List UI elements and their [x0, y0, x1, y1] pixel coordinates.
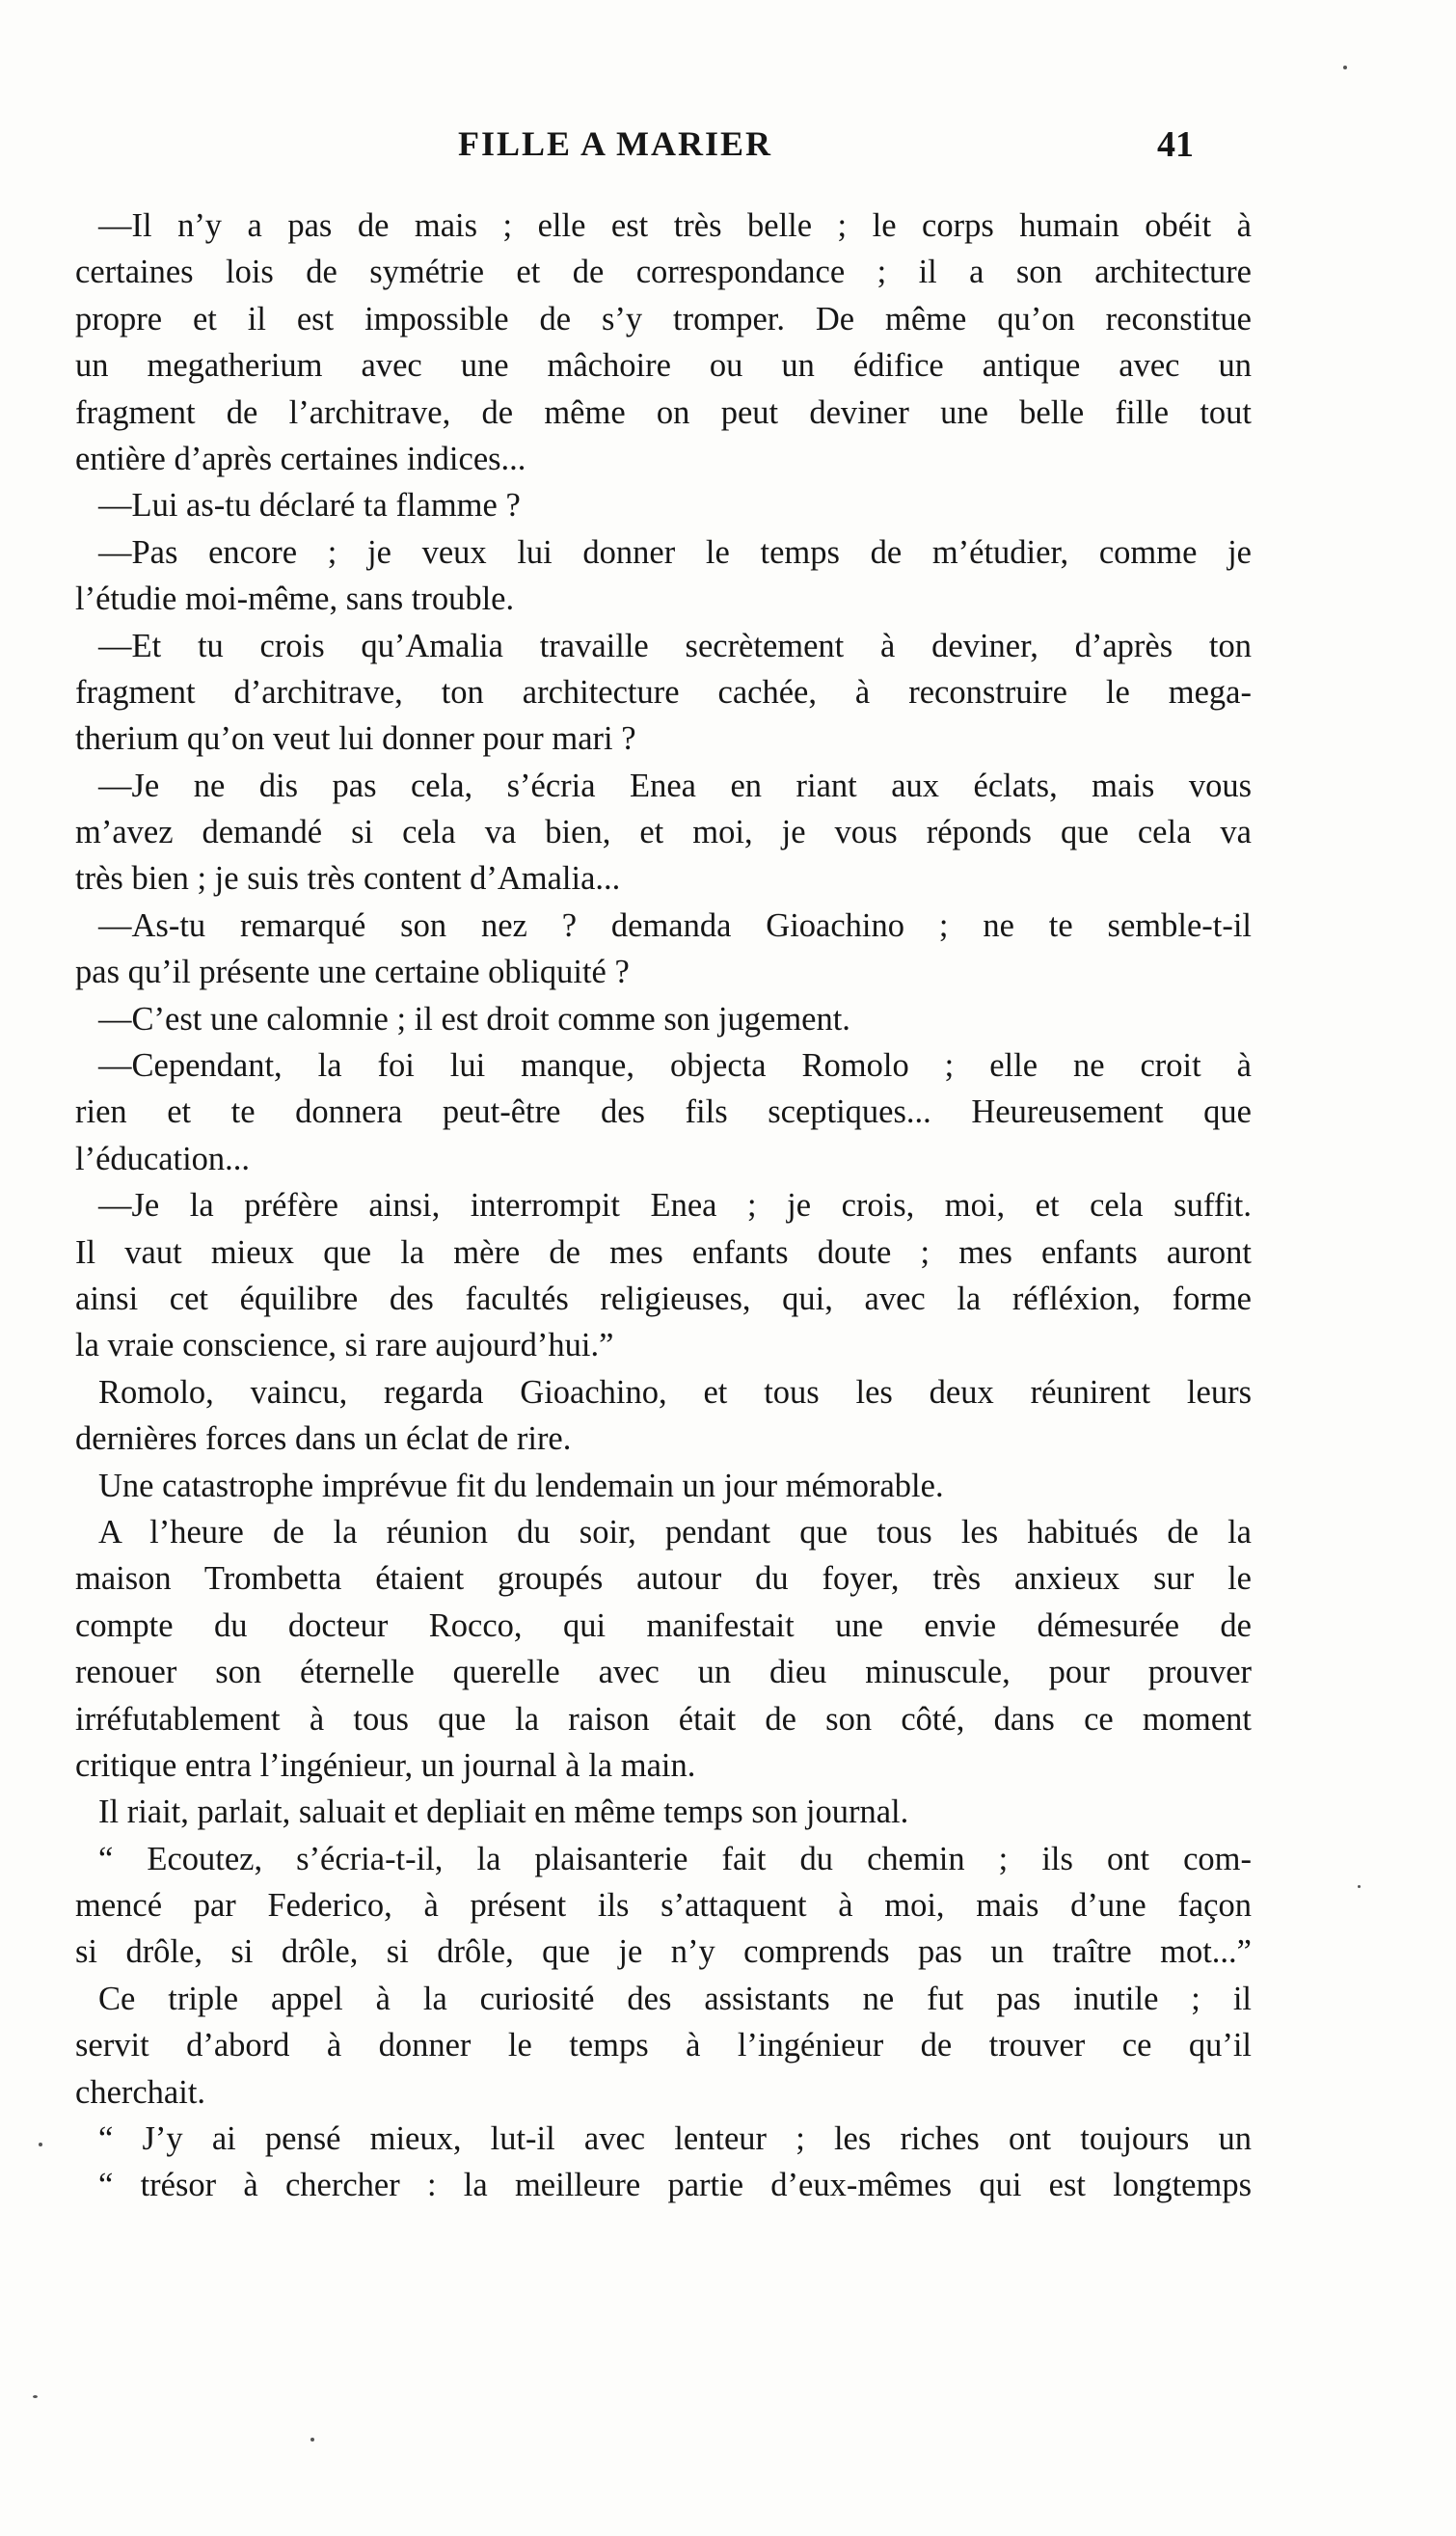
text-line: fragment de l’architrave, de même on peut deviner une belle fille tout	[75, 393, 1252, 431]
body-text	[75, 202, 1252, 2209]
page-number: 41	[1157, 124, 1194, 165]
text-line: servit d’abord à donner le temps à l’ingénieur de trouver ce qu’il	[75, 2027, 1252, 2064]
text-line: —C’est une calomnie ; il est droit comme son jugement.	[98, 1000, 850, 1038]
text-line: fragment d’architrave, ton architecture cachée, à reconstruire le mega-	[75, 673, 1252, 711]
text-line: certaines lois de symétrie et de correspondance ; il a son architecture	[75, 254, 1252, 291]
paper-speck	[1358, 1885, 1361, 1888]
text-line: propre et il est impossible de s’y tromper. De même qu’on reconstitue	[75, 300, 1252, 337]
text-line: —Lui as-tu déclaré ta flamme ?	[98, 487, 521, 525]
text-line: pas qu’il présente une certaine obliquité ?	[75, 954, 630, 991]
text-line: —Et tu crois qu’Amalia travaille secrètement à deviner, d’après ton	[98, 627, 1252, 664]
text-line: maison Trombetta étaient groupés autour du foyer, très anxieux sur le	[75, 1560, 1252, 1598]
text-line: —Pas encore ; je veux lui donner le temps de m’étudier, comme je	[98, 533, 1252, 571]
text-line: Ce triple appel à la curiosité des assistants ne fut pas inutile ; il	[98, 1980, 1252, 2017]
paper-speck	[310, 2438, 314, 2442]
text-line: therium qu’on veut lui donner pour mari ?	[75, 720, 636, 758]
text-line: Il vaut mieux que la mère de mes enfants doute ; mes enfants auront	[75, 1233, 1252, 1271]
text-line: si drôle, si drôle, si drôle, que je n’y comprends pas un traître mot...”	[75, 1933, 1252, 1971]
text-line: m’avez demandé si cela va bien, et moi, je vous réponds que cela va	[75, 814, 1252, 851]
text-line: “ trésor à chercher : la meilleure partie d’eux-mêmes qui est longtemps	[98, 2167, 1252, 2204]
text-line: irréfutablement à tous que la raison était de son côté, dans ce moment	[75, 1700, 1252, 1738]
text-line: Romolo, vaincu, regarda Gioachino, et tous les deux réunirent leurs	[98, 1373, 1252, 1411]
running-title: FILLE A MARIER	[458, 124, 773, 163]
text-line: critique entra l’ingénieur, un journal à la main.	[75, 1746, 696, 1784]
text-line: cherchait.	[75, 2073, 206, 2111]
text-line: —Cependant, la foi lui manque, objecta Romolo ; elle ne croit à	[98, 1047, 1252, 1085]
text-line: la vraie conscience, si rare aujourd’hui.”	[75, 1327, 614, 1364]
text-line: —Je la préfère ainsi, interrompit Enea ; je crois, moi, et cela suffit.	[98, 1187, 1252, 1225]
paper-speck	[33, 2395, 38, 2398]
text-line: —As-tu remarqué son nez ? demanda Gioachino ; ne te semble-t-il	[98, 906, 1252, 944]
text-line: l’étudie moi-même, sans trouble.	[75, 580, 515, 618]
text-line: rien et te donnera peut-être des fils sceptiques... Heureusement que	[75, 1093, 1252, 1131]
text-line: A l’heure de la réunion du soir, pendant que tous les habitués de la	[98, 1513, 1252, 1551]
text-line: entière d’après certaines indices...	[75, 440, 526, 477]
text-line: compte du docteur Rocco, qui manifestait une envie démesurée de	[75, 1606, 1252, 1644]
text-line: “ J’y ai pensé mieux, lut-il avec lenteur ; les riches ont toujours un	[98, 2120, 1252, 2158]
paper-speck	[39, 2143, 42, 2146]
text-line: ainsi cet équilibre des facultés religieuses, qui, avec la réfléxion, forme	[75, 1280, 1252, 1317]
text-line: dernières forces dans un éclat de rire.	[75, 1420, 572, 1458]
text-line: Une catastrophe imprévue fit du lendemain un jour mémorable.	[98, 1467, 944, 1504]
text-line: “ Ecoutez, s’écria-t-il, la plaisanterie fait du chemin ; ils ont com-	[98, 1840, 1252, 1877]
text-line: renouer son éternelle querelle avec un dieu minuscule, pour prouver	[75, 1654, 1252, 1691]
paper-speck	[1343, 66, 1347, 69]
text-line: mencé par Federico, à présent ils s’attaquent à moi, mais d’une façon	[75, 1887, 1252, 1925]
text-line: très bien ; je suis très content d’Amalia...	[75, 860, 621, 898]
text-line: un megatherium avec une mâchoire ou un édifice antique avec un	[75, 347, 1252, 385]
text-line: Il riait, parlait, saluait et depliait en même temps son journal.	[98, 1794, 909, 1831]
text-line: l’éducation...	[75, 1140, 251, 1177]
text-line: —Je ne dis pas cela, s’écria Enea en riant aux éclats, mais vous	[98, 767, 1252, 804]
running-head	[0, 123, 1456, 181]
text-line: —Il n’y a pas de mais ; elle est très belle ; le corps humain obéit à	[98, 207, 1252, 244]
